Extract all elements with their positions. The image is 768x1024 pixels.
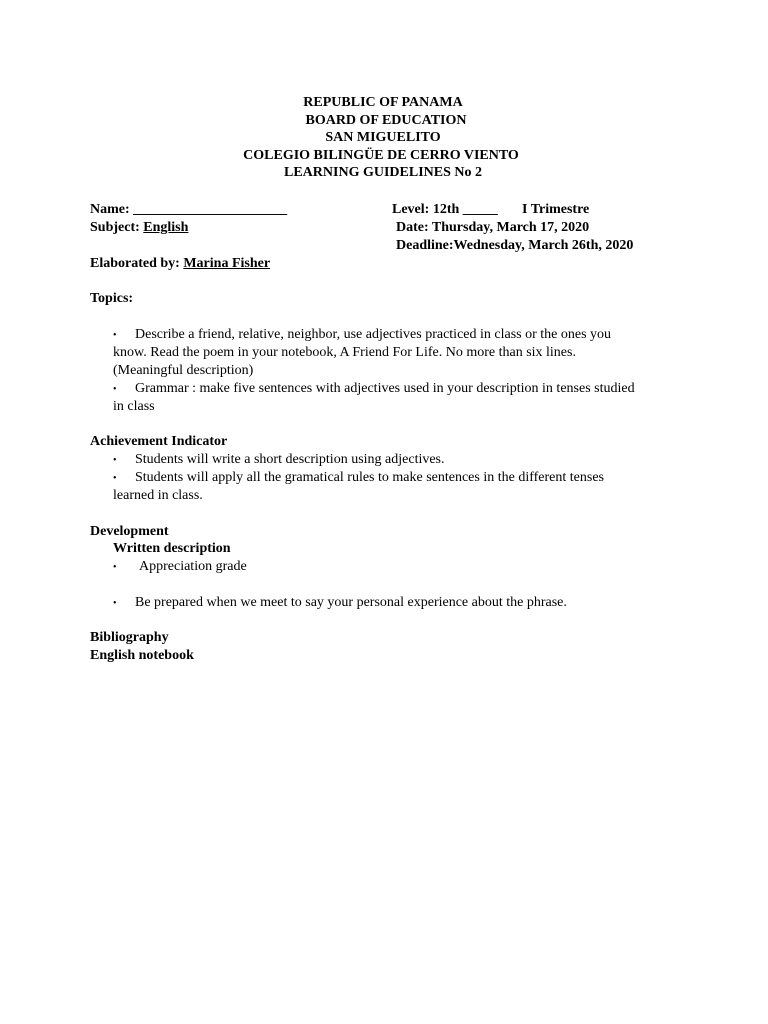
achievement-item-2-line-1: • Students will apply all the gramatical rules to make sentences in the different tenses — [113, 470, 604, 485]
header-school: COLEGIO BILINGÜE DE CERRO VIENTO — [243, 147, 519, 163]
bullet-icon: • — [113, 473, 117, 484]
bullet-icon: • — [113, 384, 117, 395]
bibliography-item: English notebook — [90, 648, 194, 663]
topic-item-1-line-3: (Meaningful description) — [113, 363, 254, 378]
document-header — [0, 94, 768, 182]
subject-value: English — [143, 220, 189, 235]
name-field: Name: ______________________ — [90, 202, 288, 217]
header-guide-title: LEARNING GUIDELINES No 2 — [284, 165, 482, 180]
header-district: SAN MIGUELITO — [325, 130, 441, 145]
achievement-heading: Achievement Indicator — [90, 434, 228, 449]
trimester-label: I Trimestre — [522, 202, 590, 217]
bibliography-heading: Bibliography — [90, 630, 169, 645]
deadline-field: Deadline:Wednesday, March 26th, 2020 — [396, 238, 634, 253]
topics-heading: Topics: — [90, 291, 134, 306]
topic-item-1-line-1: • Describe a friend, relative, neighbor, use adjectives practiced in class or the ones you — [113, 327, 612, 342]
topic-item-2-line-1: • Grammar : make five sentences with adjectives used in your description in tenses studied — [113, 381, 635, 396]
elaborated-label: Elaborated by: — [90, 256, 180, 271]
elaborated-field — [90, 255, 270, 272]
topic-item-2-line-2: in class — [113, 399, 155, 414]
bullet-icon: • — [113, 598, 117, 609]
development-heading: Development — [90, 524, 169, 539]
development-subheading: Written description — [113, 541, 231, 556]
achievement-item-2-line-2: learned in class. — [113, 488, 203, 503]
level-field: Level: 12th _____ — [392, 202, 498, 217]
bullet-icon: • — [113, 562, 117, 573]
development-item-2: • Be prepared when we meet to say your personal experience about the phrase. — [113, 595, 567, 610]
header-country: REPUBLIC OF PANAMA — [303, 95, 463, 110]
date-field: Date: Thursday, March 17, 2020 — [396, 220, 590, 235]
subject-field — [90, 219, 188, 236]
development-item-1: • Appreciation grade — [113, 559, 247, 574]
subject-label: Subject: — [90, 220, 140, 235]
topic-item-1-line-2: know. Read the poem in your notebook, A Friend For Life. No more than six lines. — [113, 345, 576, 360]
achievement-item-1: • Students will write a short description using adjectives. — [113, 452, 445, 467]
bullet-icon: • — [113, 330, 117, 341]
elaborated-value: Marina Fisher — [183, 256, 271, 271]
header-board: BOARD OF EDUCATION — [305, 112, 467, 128]
bullet-icon: • — [113, 455, 117, 466]
